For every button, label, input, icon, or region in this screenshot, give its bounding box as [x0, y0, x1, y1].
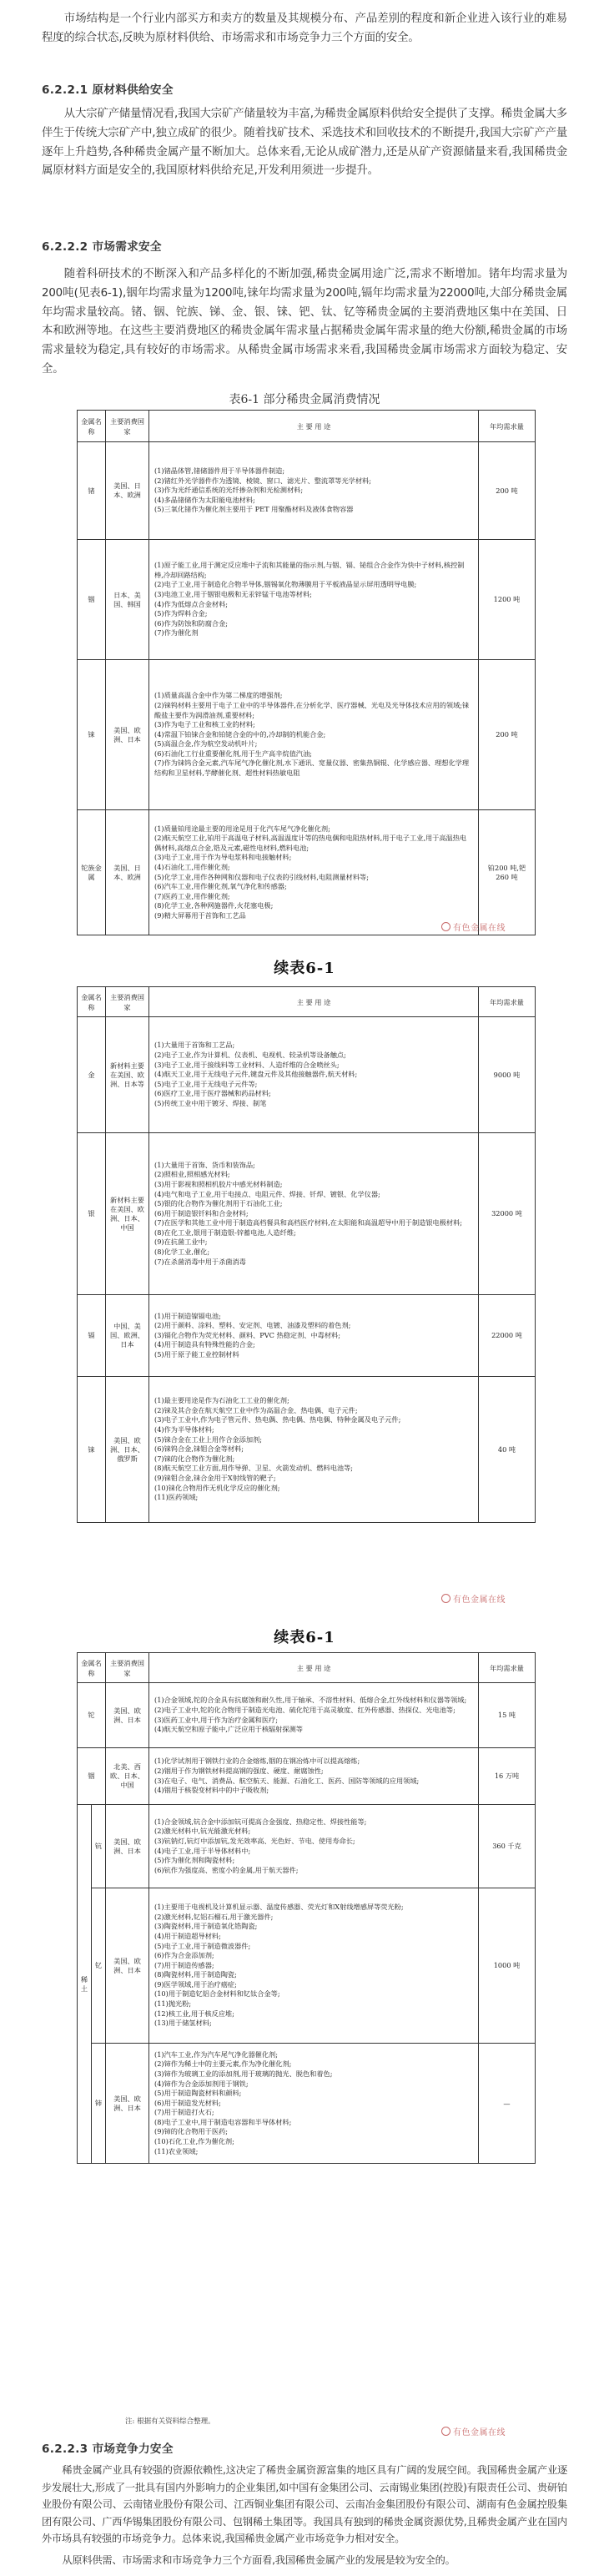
table-note: 注: 根据有关资料综合整理。: [125, 2417, 215, 2426]
use-item: (2)激光材料,钇铝石榴石,用于激光器件;: [154, 1912, 274, 1921]
use-item: (3)用于影视和照相机胶片中感光材料制造;: [154, 1179, 283, 1188]
metal-name-cell: 银: [78, 1133, 106, 1295]
use-item: (4)铟用于核裂变材料中的中子吸收剂;: [154, 1786, 269, 1795]
region-cell: 中国、美国、欧洲、日本: [106, 1295, 149, 1377]
table1-caption: 表6-1 部分稀贵金属消费情况: [229, 393, 380, 406]
supply-paragraph: 从大宗矿产储量情况看,我国大宗矿产储量较为丰富,为稀贵金属原料供给安全提供了支撑。稀贵金属大多伴生于传统大宗矿产中,独立成矿的很少。随着找矿技术、采选技术和回收技术的不断提升,我国大宗矿产产量逐年上升趋势,各种稀贵金属产量不断加大。总体来看,无论从成矿潜力,还是从矿产资源储量来看,我国稀贵金属原材料方面是安全的,我国原材料供给充足,开发利用须进一步提升。: [42, 108, 567, 178]
table2-caption: 续表6-1: [274, 960, 335, 977]
use-item: (6)作为合金添加剂;: [154, 1951, 214, 1960]
use-item: (3)作为光纤通信系统的光纤掺杂剂和光检测材料;: [154, 486, 304, 495]
use-item: (7)用于制造打火石;: [154, 2108, 214, 2117]
uses-cell: [149, 1017, 479, 1133]
use-item: (9)铈的化合物用于医药;: [154, 2127, 229, 2136]
use-item: (4)多晶锗储作为太阳能电池材料;: [154, 495, 255, 504]
uses-cell: [149, 1888, 479, 2044]
header-demand: 年均需求量: [479, 1653, 536, 1683]
use-item: (7)用于制造传感器;: [154, 1960, 214, 1969]
metal-name-cell: 铟: [78, 1748, 106, 1805]
demand-cell: 15 吨: [479, 1683, 536, 1748]
use-item: (3)电池工业,用于铟银电极和无汞锌锰干电池等材料;: [154, 589, 312, 598]
demand-cell: 40 吨: [479, 1377, 536, 1523]
use-item: (1)主要用于电视机及计算机显示器、温度传感器、荧光灯和X射线增感屏等荧光粉;: [154, 1903, 404, 1912]
use-item: (11)抛光粉;: [154, 1999, 192, 2009]
header-region: 主要消费国家: [106, 411, 149, 442]
use-item: (5)作为催化剂和陶瓷材料;: [154, 1856, 235, 1865]
use-item: (2)锗红外光学器件作为透镜、棱镜、窗口、滤光片、整流罩等光学材料;: [154, 476, 371, 485]
region-cell: 美国、欧洲、日本: [106, 1805, 149, 1888]
table-row: [78, 1377, 536, 1523]
table-row: [78, 1888, 536, 2044]
use-item: (6)作为防蚀和防腐合金;: [154, 618, 229, 628]
use-item: (1)质量铂用途最主要的用途是用于化汽车尾气净化催化剂;: [154, 824, 330, 833]
use-item: (9)在抗菌工业中;: [154, 1238, 208, 1247]
region-cell: 北美、西欧、日本、中国: [106, 1748, 149, 1805]
use-item: (13)用于储氢材料;: [154, 2019, 212, 2028]
use-item: (1)化学试剂用于钢铁行业的合金熔炼,铟的在钢冶炼中可以提高熔炼;: [154, 1757, 360, 1766]
intro-paragraph: 市场结构是一个行业内部买方和卖方的数量及其规模分布、产品差别的程度和新企业进入该行业的难易程度的综合状态,反映为原材料供给、市场需求和市场竞争力三个方面的安全。: [42, 13, 567, 44]
table-row: [78, 1805, 536, 1888]
use-item: (8)陶瓷材料,用于制造陶瓷;: [154, 1970, 237, 1979]
sub-metal-cell: 钇: [92, 1888, 106, 2044]
use-item: (5)化学工业,用作各种网和仪器和电子仪表的引线材料,电阻测量材料等;: [154, 872, 369, 881]
demand-cell: —: [479, 2044, 536, 2164]
table-row: [78, 1133, 536, 1295]
uses-cell: [149, 442, 479, 540]
use-item: (3)电子工业,用于接线料等工业材料、人造纤维的合金喷丝头;: [154, 1060, 340, 1069]
use-item: (4)铈作为合金添加剂用于钢铁;: [154, 2079, 249, 2088]
metal-name-cell: 镉: [78, 1295, 106, 1377]
use-item: (7)医药工业,用作催化剂;: [154, 891, 230, 900]
uses-cell: [149, 2044, 479, 2164]
use-item: (5)高温合金,作为航空发动机叶片;: [154, 739, 258, 749]
uses-cell: [149, 540, 479, 660]
use-item: (6)医疗工业,用于医疗器械和药品材料;: [154, 1089, 271, 1098]
table1: [77, 410, 536, 935]
use-item: (4)常温下铂铼合金和铂铑合金的中的,冷却制的机能合金;: [154, 729, 326, 739]
use-item: (1)合金领域,铊的合金具有抗腐蚀和耐久性,用于轴承、不溶性材料、低熔合金,红外线材料和仪器等领域;: [154, 1696, 467, 1705]
use-item: (4)作为半导体材料;: [154, 1425, 214, 1434]
use-item: (4)航天航空和原子能中,广泛应用于核辐射探测等: [154, 1725, 303, 1734]
watermark: [441, 920, 506, 933]
use-item: (4)作为低熔点合金材料;: [154, 599, 229, 608]
use-item: (6)汽车工业,用作催化剂,氧气净化和传感器;: [154, 882, 287, 891]
watermark: [441, 2425, 506, 2437]
use-item: (6)石油化工行业重要催化剂,用于生产高辛烷值汽油;: [154, 749, 312, 758]
conclusion-paragraph: 从原料供需、市场需求和市场竞争力三个方面看,我国稀贵金属产业的发展是较为安全的。: [62, 2554, 455, 2566]
metal-name-cell: 锗: [78, 442, 106, 540]
use-item: (3)在电子、电气、消费品、航空航天、能源、石油化工、医药、国防等领域的应用领域;: [154, 1776, 420, 1785]
sub-metal-cell: 铈: [92, 2044, 106, 2164]
watermark-logo-icon: [441, 2427, 450, 2436]
watermark: [441, 1592, 506, 1605]
section-heading-competition: 6.2.2.3 市场竞争力安全: [42, 2442, 174, 2456]
use-item: (9)精大屏幕用于首饰和工艺品: [154, 910, 246, 920]
use-item: (2)电子工业中,铊的化合物用于制造光电池、硫化铊用于高灵敏度、红外传感器、热探仪、光电池等;: [154, 1705, 455, 1714]
use-item: (10)铼化合物用作无机化学反应的催化剂;: [154, 1483, 280, 1492]
region-cell: 美国、日本、欧洲: [106, 442, 149, 540]
demand-cell: 32000 吨: [479, 1133, 536, 1295]
use-item: (1)最主要用途是作为石油化工工业的催化剂;: [154, 1396, 289, 1405]
uses-cell: [149, 1377, 479, 1523]
table-row: [78, 1017, 536, 1133]
use-item: (3)陶瓷材料,用于制造氧化锆陶瓷;: [154, 1922, 258, 1931]
use-item: (2)电子工业,作为计算机、仪表机、电视机、较录机等设备触点;: [154, 1051, 346, 1060]
table-header-row: [78, 987, 536, 1017]
region-cell: 日本、美国、韩国: [106, 540, 149, 660]
use-item: (1)原子能工业,用于测定反应堆中子流和其能量的指示剂,与铟、镉、铋组合合金作为快中子材料,核控制棒,冷却回路结构;: [154, 561, 465, 579]
use-item: (8)在化工业,银用于制造银-锌蓄电池,人造纤维;: [154, 1228, 296, 1237]
use-item: (11)医药领域;: [154, 1493, 199, 1502]
use-item: (1)锗晶体管,锗储器件用于半导体器件制造;: [154, 466, 285, 476]
use-item: (9)医学领域,用于治疗癌症;: [154, 1979, 237, 1989]
use-item: (3)医药工业中,用于作为治疗金属和医疗;: [154, 1715, 278, 1724]
demand-cell: 22000 吨: [479, 1295, 536, 1377]
use-item: (6)用于制造银钎料和合金材料;: [154, 1208, 249, 1217]
region-cell: 美国、欧洲、日本: [106, 2044, 149, 2164]
use-item: (1)质量高温合金中作为第二梯度的增强剂;: [154, 691, 283, 700]
uses-cell: [149, 1683, 479, 1748]
metal-group-cell: 稀土: [78, 1805, 92, 2164]
metal-name-cell: 铊: [78, 1683, 106, 1748]
table-row: [78, 1683, 536, 1748]
use-item: (4)用于制造具有特殊性能的合金;: [154, 1340, 255, 1349]
header-region: 主要消费国家: [106, 1653, 149, 1683]
use-item: (5)三氧化锗作为催化剂主要用于 PET 用聚酯材料及液体食物容器: [154, 505, 354, 514]
use-item: (7)铼的化合物作为催化剂;: [154, 1454, 235, 1463]
use-item: (2)照相业,照相感光材料;: [154, 1170, 230, 1179]
watermark-logo-icon: [441, 1594, 450, 1603]
use-item: (5)传统工业中用于镀牙、焊接、制笔: [154, 1098, 267, 1107]
use-item: (5)用于原子能工业控制材料: [154, 1349, 239, 1359]
region-cell: 美国、欧洲、日本: [106, 1683, 149, 1748]
table2: [77, 986, 536, 1523]
sub-metal-cell: 钪: [92, 1805, 106, 1888]
table-header-row: [78, 1653, 536, 1683]
use-item: (6)用于制造发光材料;: [154, 2098, 221, 2107]
use-item: (4)石油化工,用作催化剂;: [154, 862, 230, 871]
table-row: [78, 442, 536, 540]
demand-cell: 9000 吨: [479, 1017, 536, 1133]
metal-name-cell: 铊族金属: [78, 810, 106, 935]
use-item: (5)电子工业,用于无线电子元件等;: [154, 1079, 258, 1088]
demand-cell: 铂200 吨,钯 260 吨: [479, 810, 536, 935]
metal-name-cell: 铟: [78, 540, 106, 660]
use-item: (1)大量用于首饰和工艺品;: [154, 1041, 235, 1050]
use-item: (4)电子工业,用于半导体材料中;: [154, 1846, 251, 1855]
uses-cell: [149, 1133, 479, 1295]
use-item: (7)在医学和其他工业中用于制造高档餐具和高档医疗材料,在太阳能和高温超导中用于制造银电极材料;: [154, 1218, 463, 1228]
use-item: (2)铈作为稀土中的主要元素,作为净化催化剂;: [154, 2059, 292, 2069]
use-item: (1)合金领域,钪合金中添加钪可提高合金强度、热稳定性、焊接性能等;: [154, 1817, 367, 1826]
demand-cell: 200 吨: [479, 442, 536, 540]
table-row: [78, 810, 536, 935]
use-item: (4)用于制造超导材料;: [154, 1931, 221, 1940]
demand-cell: 16 万吨: [479, 1748, 536, 1805]
use-item: (8)化学工业,催化;: [154, 1248, 210, 1257]
use-item: (2)电子工业,用于制造化合物半导体,铟锡氧化物薄膜用于平板液晶显示屏用透明导电膜;: [154, 580, 417, 589]
use-item: (10)石化工业,作为催化剂;: [154, 2137, 234, 2146]
use-item: (2)用于颜料、涂料、塑料、安定剂、电镀、油漆及塑料的着色剂;: [154, 1321, 351, 1330]
use-item: (8)航天航空工业方面,用作导弹、卫星、火箭发动机、燃料电池等;: [154, 1464, 354, 1473]
table-row: [78, 1295, 536, 1377]
uses-cell: [149, 1295, 479, 1377]
region-cell: 美国、欧洲、日本: [106, 660, 149, 810]
use-item: (8)化学工业,各种网施器件,火花塞电极;: [154, 901, 274, 910]
header-metal: 金属名称: [78, 411, 106, 442]
use-item: (6)铼钨合金,铼钼合金等材料;: [154, 1444, 244, 1454]
use-item: (11)农业领域;: [154, 2146, 199, 2155]
use-item: (4)电气和电子工业,用于电接点、电阻元件、焊接、钎焊、镀银、化学仪器;: [154, 1189, 380, 1198]
use-item: (8)电子工业中,用于制造电容器和半导体材料;: [154, 2117, 292, 2126]
competition-paragraph: 稀贵金属产业具有较强的资源依赖性,这决定了稀贵金属资源富集的地区具有广阔的发展空间。我国稀贵金属产业逐步发展壮大,形成了一批具有国内外影响力的企业集团,如中国有金集团公司、云南锡业集团(控股)有限责任公司、贵研铂业股份有限公司、云南锗业股份有限公司、江西铜业集团有限公司、云南冶金集团股份有限公司、湖南有色金属控股集团有限公司、广西华锡集团股份有限公司、包钢稀土集团等。我国具有独到的稀贵金属资源优势,且稀贵金属产业在国内外市场具有较强的市场竞争力。总体来说,我国稀贵金属产业市场竞争力相对安全。: [42, 2464, 567, 2544]
table-row: [78, 660, 536, 810]
header-uses: 主 要 用 途: [149, 987, 479, 1017]
region-cell: 新材料主要在美国、欧洲、日本等: [106, 1017, 149, 1133]
use-item: (1)用于制造镍镉电池;: [154, 1311, 221, 1320]
metal-name-cell: 铼: [78, 1377, 106, 1523]
table-row: [78, 1748, 536, 1805]
watermark-logo-icon: [441, 922, 450, 931]
region-cell: 新材料主要在美国、欧洲、日本、中国: [106, 1133, 149, 1295]
region-cell: 美国、欧洲、日本、俄罗斯: [106, 1377, 149, 1523]
use-item: (2)铼及其合金在航天航空工业中作为高温合金、热电偶、电子元件;: [154, 1405, 358, 1414]
uses-cell: [149, 1748, 479, 1805]
use-item: (5)作为焊料合金;: [154, 609, 208, 618]
uses-cell: [149, 810, 479, 935]
header-demand: 年均需求量: [479, 411, 536, 442]
table3: [77, 1652, 536, 2164]
use-item: (3)电子工业中,作为电子管元件、热电偶、热电偶、热电偶、特种金属及电子元件;: [154, 1415, 401, 1424]
use-item: (1)汽车工业,作为汽车尾气净化器催化剂;: [154, 2049, 278, 2059]
use-item: (7)作为铼钨合金元素,汽车尾气净化催化剂,水下通讯、宽量仪器、密集热铜辊、化学感应器、理想化学理结构和卫星材料,芋酵催化剂、超性材料热敏电阻: [154, 759, 470, 778]
metal-name-cell: 铼: [78, 660, 106, 810]
use-item: (10)用于制造钇铝合金材料和钇钛合金等;: [154, 1989, 280, 1999]
use-item: (3)镉化合物作为荧光材料、颜料、PVC 热稳定剂、中毒材料;: [154, 1330, 340, 1339]
use-item: (2)铼钨材料主要用于电子工业中的半导体器件,在分析化学、医疗器械、光电及光导体技术应用的领域;铼酸盐主要作为润滑油剂,重要材料;: [154, 700, 470, 719]
header-uses: 主 要 用 途: [149, 1653, 479, 1683]
region-cell: 美国、欧洲、日本: [106, 1888, 149, 2044]
use-item: (12)核工业,用于核反应堆;: [154, 2009, 234, 2018]
header-metal: 金属名称: [78, 987, 106, 1017]
use-item: (3)铈作为玻璃工业的添加剂,用于玻璃的抛光、脱色和着色;: [154, 2069, 333, 2078]
use-item: (5)铼合金在工业上用作合金添加剂;: [154, 1434, 262, 1444]
demand-cell: 360 千克: [479, 1805, 536, 1888]
use-item: (5)银的化合物作为催化剂用于石油化工业;: [154, 1199, 283, 1208]
use-item: (5)电子工业,用于制造微波器件;: [154, 1941, 251, 1950]
use-item: (2)航天航空工业,铂用于高温电子材料,高温温度计等的热电偶和电阻热材料,用于电子工业,用于高温热电偶材料,高熔点合金,锆及元素,磁性电材料,燃料电池;: [154, 834, 467, 852]
watermark-text: 有色金属在线: [453, 924, 506, 933]
header-demand: 年均需求量: [479, 987, 536, 1017]
demand-cell: 1200 吨: [479, 540, 536, 660]
header-metal: 金属名称: [78, 1653, 106, 1683]
header-region: 主要消费国家: [106, 987, 149, 1017]
header-uses: 主 要 用 途: [149, 411, 479, 442]
use-item: (5)用于制造陶瓷材料和颜料;: [154, 2089, 242, 2098]
use-item: (9)铼钼合金,铼合金用于X射线管的靶子;: [154, 1473, 276, 1482]
metal-name-cell: 金: [78, 1017, 106, 1133]
use-item: (7)在杀菌消毒中用于杀菌消毒: [154, 1257, 246, 1266]
table-header-row: [78, 411, 536, 442]
table-row: [78, 2044, 536, 2164]
use-item: (2)铟用于作为钢铁材料提高钢的强度、硬度、耐腐蚀性;: [154, 1766, 324, 1775]
use-item: (4)航天工业,用于无线电子元件,键盘元件及其他接触器件,航天材料;: [154, 1070, 358, 1079]
uses-cell: [149, 1805, 479, 1888]
region-cell: 美国、日本、欧洲: [106, 810, 149, 935]
demand-cell: 200 吨: [479, 660, 536, 810]
section-heading-supply: 6.2.2.1 原材料供给安全: [42, 83, 174, 97]
watermark-text: 有色金属在线: [453, 1596, 506, 1605]
demand-cell: 1000 吨: [479, 1888, 536, 2044]
use-item: (2)激光材料中,钪光能激光材料;: [154, 1827, 251, 1836]
use-item: (3)钪钠灯,钪灯中添加钪,发光效率高、光色好、节电、使用寿命长;: [154, 1836, 355, 1845]
use-item: (1)大量用于首饰、货币和装饰品;: [154, 1160, 255, 1169]
table3-caption: 续表6-1: [274, 1629, 335, 1646]
uses-cell: [149, 660, 479, 810]
use-item: (7)作为催化剂: [154, 628, 199, 638]
use-item: (3)电子工业,用于作为导电浆料和电接触材料;: [154, 853, 292, 862]
demand-paragraph: 随着科研技术的不断深入和产品多样化的不断加强,稀贵金属用途广泛,需求不断增加。锗年均需求量为200吨(见表6-1),铟年均需求量为1200吨,铼年均需求量为200吨,镉年均需求量为22000吨,大部分稀贵金属年均需求量较高。锗、铟、铊族、锑、金、银、铼、钯、钛、钇等稀贵金属的主要消费地区集中在美国、日本和欧洲等地。在这些主要消费地区的稀贵金属年需求量占据稀贵金属年需求量的绝大份额,稀贵金属的市场需求量较为稳定,具有较好的市场需求。从稀贵金属市场需求来看,我国稀贵金属市场需求方面较为稳定、安全。: [42, 268, 567, 376]
section-heading-demand: 6.2.2.2 市场需求安全: [42, 240, 162, 254]
use-item: (3)作为电子工业和核工业的材料;: [154, 720, 255, 729]
watermark-text: 有色金属在线: [453, 2428, 506, 2437]
use-item: (6)钪作为强度高、密度小的金属,用于航天器件;: [154, 1865, 299, 1874]
table-row: [78, 540, 536, 660]
